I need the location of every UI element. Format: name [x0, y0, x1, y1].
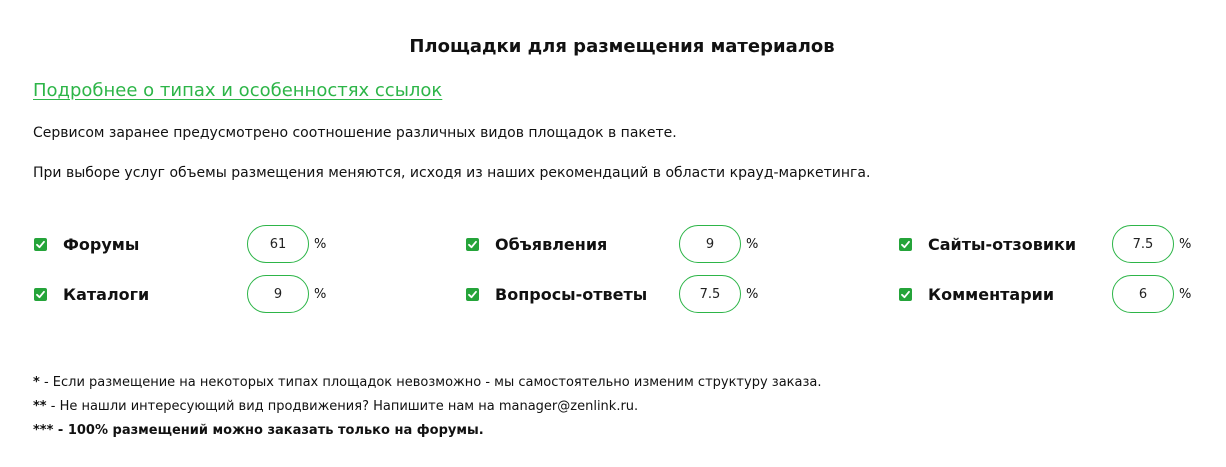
footnote-3: *** - 100% размещений можно заказать только на форумы. [33, 423, 484, 438]
comments-label: Комментарии [928, 285, 1055, 304]
qa-percent-input[interactable] [679, 275, 741, 313]
forums-checkbox[interactable] [34, 238, 47, 251]
ads-label: Объявления [495, 235, 608, 254]
percent-sign: % [746, 287, 759, 302]
review-sites-checkbox[interactable] [899, 238, 912, 251]
ads-checkbox[interactable] [466, 238, 479, 251]
checkmark-icon [34, 288, 47, 301]
footnote-1-text: - Если размещение на некоторых типах площадок невозможно - мы самостоятельно изменим структуру заказа. [39, 375, 822, 390]
percent-sign: % [314, 287, 327, 302]
footnote-2-mark: ** [33, 399, 47, 414]
page-title: Площадки для размещения материалов [409, 36, 835, 57]
footnote-1 [33, 374, 822, 392]
forums-label: Форумы [63, 235, 140, 254]
link-types-details[interactable]: Подробнее о типах и особенностях ссылок [33, 80, 443, 101]
forums-percent-input[interactable] [247, 225, 309, 263]
footnote-1-mark: * [33, 375, 40, 390]
footnote-2 [33, 398, 638, 416]
comments-percent-input[interactable] [1112, 275, 1174, 313]
checkmark-icon [899, 288, 912, 301]
checkmark-icon [466, 238, 479, 251]
checkmark-icon [34, 238, 47, 251]
review-sites-label: Сайты-отзовики [928, 235, 1077, 254]
qa-checkbox[interactable] [466, 288, 479, 301]
catalogs-checkbox[interactable] [34, 288, 47, 301]
percent-sign: % [1179, 237, 1192, 252]
checkmark-icon [466, 288, 479, 301]
qa-label: Вопросы-ответы [495, 285, 648, 304]
percent-sign: % [314, 237, 327, 252]
catalogs-percent-input[interactable] [247, 275, 309, 313]
percent-sign: % [746, 237, 759, 252]
review-sites-percent-input[interactable] [1112, 225, 1174, 263]
catalogs-label: Каталоги [63, 285, 150, 304]
footnote-2-text: - Не нашли интересующий вид продвижения? Напишите нам на manager@zenlink.ru. [46, 399, 639, 414]
intro-paragraph-1: Сервисом заранее предусмотрено соотношение различных видов площадок в пакете. [33, 125, 677, 141]
intro-paragraph-2: При выборе услуг объемы размещения меняются, исходя из наших рекомендаций в области крауд-маркетинга. [33, 165, 871, 181]
percent-sign: % [1179, 287, 1192, 302]
ads-percent-input[interactable] [679, 225, 741, 263]
checkmark-icon [899, 238, 912, 251]
comments-checkbox[interactable] [899, 288, 912, 301]
